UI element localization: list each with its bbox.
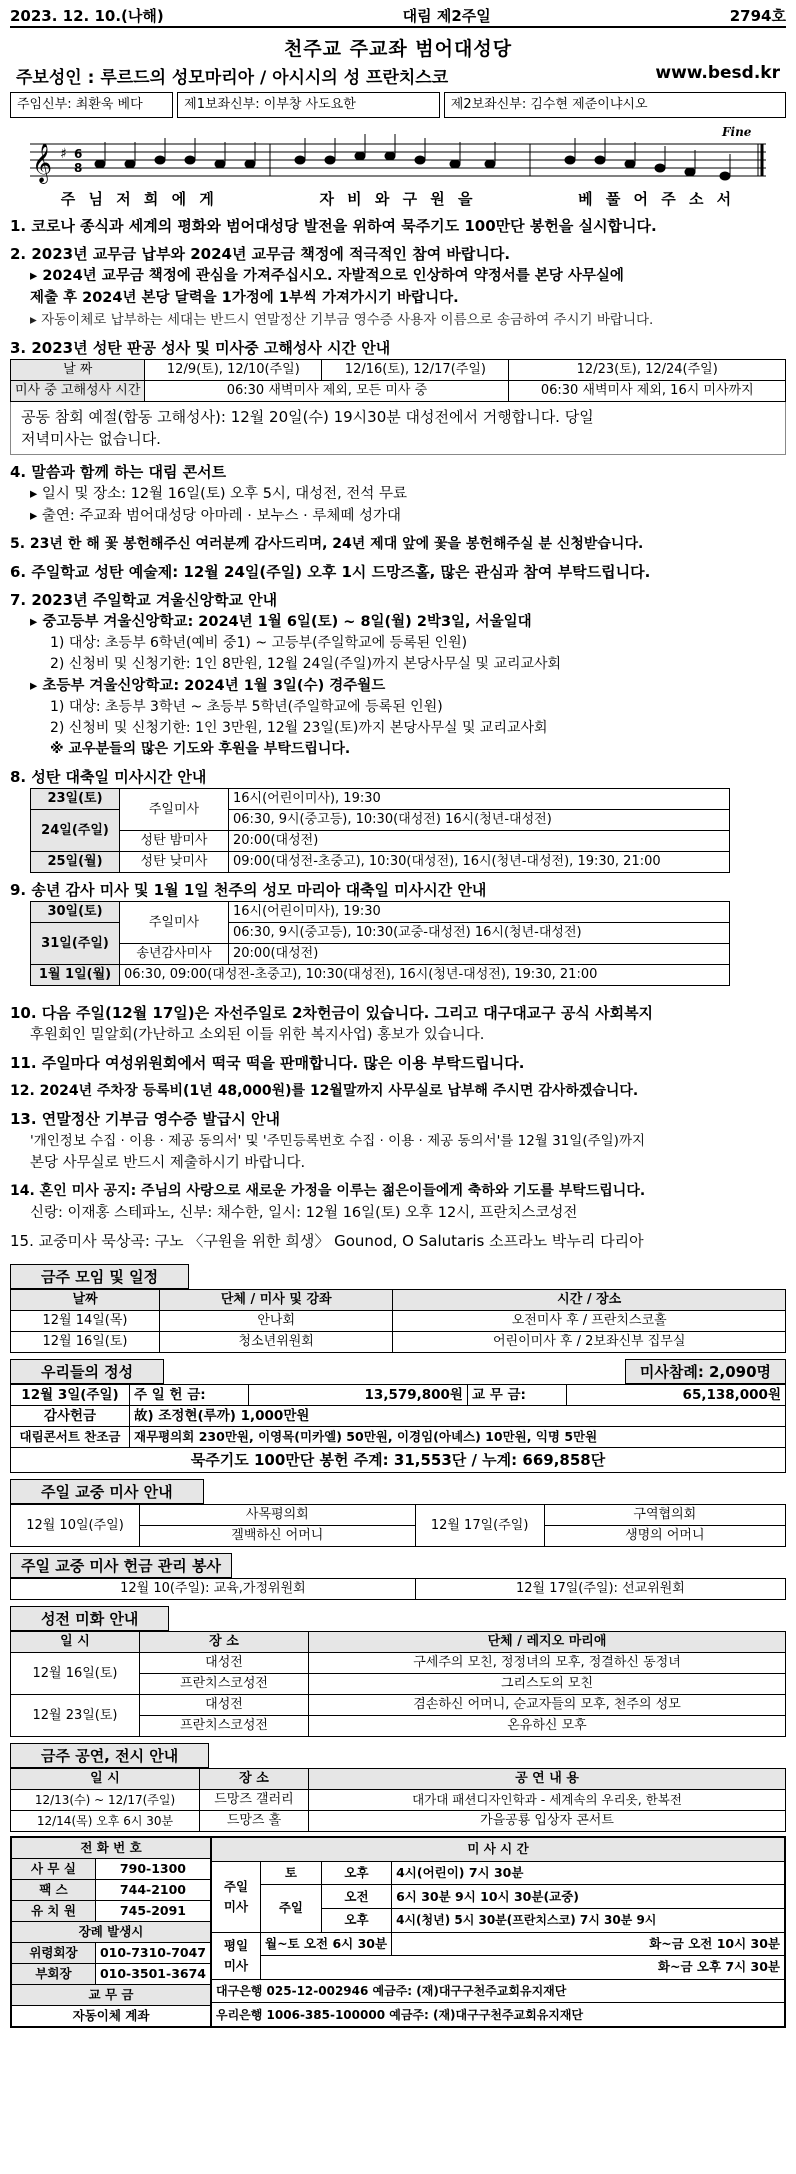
decoration-title: 성전 미화 안내 xyxy=(10,1606,169,1631)
notice-4-line-a: ▸ 일시 및 장소: 12월 16일(토) 오후 5시, 대성전, 전석 무료 xyxy=(30,486,408,502)
confession-table xyxy=(10,359,786,402)
meetings-row1-place: 오전미사 후 / 프란치스코홀 xyxy=(393,1311,786,1332)
exhibit-row1-date: 12/13(수) ~ 12/17(주일) xyxy=(11,1790,200,1811)
meetings-head-date: 날짜 xyxy=(11,1290,160,1311)
exhibit-row2-place: 드망즈 홀 xyxy=(200,1811,309,1832)
newyear-row4-date: 1월 1일(월) xyxy=(31,965,120,986)
meetings-head-group: 단체 / 미사 및 강좌 xyxy=(160,1290,393,1311)
notice-7-highschool: ▸ 중고등부 겨울신앙학교: 2024년 1월 6일(토) ~ 8일(월) 2박3일, 서울일대 xyxy=(30,614,532,630)
exhibit-row2-date: 12/14(목) 오후 6시 30분 xyxy=(11,1811,200,1832)
svg-text:𝄞: 𝄞 xyxy=(32,143,53,183)
rosary-count: 묵주기도 100만단 봉헌 주계: 31,553단 / 누계: 669,858단 xyxy=(11,1448,786,1473)
sat-label: 토 xyxy=(261,1861,322,1885)
sunday-offering-date: 12월 3일(주일) xyxy=(11,1385,130,1406)
meetings-table xyxy=(10,1289,786,1353)
pastor: 주임신부: 최환욱 베다 xyxy=(10,92,173,118)
decoration-row1-date: 12월 16일(토) xyxy=(11,1653,140,1695)
funeral-chair-label: 위령회장 xyxy=(12,1943,96,1964)
notice-15: 15. 교중미사 묵상곡: 구노 〈구원을 위한 희생〉 Gounod, O Salutaris 소프라노 박누리 다리아 xyxy=(10,1232,644,1250)
notice-4-title: 4. 말씀과 함께 하는 대림 콘서트 xyxy=(10,463,227,481)
funeral-vice-phone[interactable]: 010-3501-3674 xyxy=(95,1964,210,1985)
chant-lyrics xyxy=(10,188,786,209)
weekday-times-1: 월~토 오전 6시 30분 xyxy=(261,1932,392,1956)
decoration-row3-group: 겸손하신 어머니, 순교자들의 모후, 천주의 성모 xyxy=(309,1695,786,1716)
notice-2-line-a: ▸ 2024년 교무금 책정에 관심을 가져주십시오. 자발적으로 인상하여 약정서를 본당 사무실에 xyxy=(30,268,624,284)
meetings-row1-group: 안나회 xyxy=(160,1311,393,1332)
notice-10 xyxy=(10,1002,786,1046)
notice-9 xyxy=(10,879,786,986)
header-bar xyxy=(10,0,786,28)
decoration-row3-date: 12월 23일(토) xyxy=(11,1695,140,1737)
collection-week2: 12월 17일(주일): 선교위원회 xyxy=(415,1579,785,1600)
exhibit-head-place: 장 소 xyxy=(200,1769,309,1790)
notice-10-line2: 후원회인 밀알회(가난하고 소외된 이들 위한 복지사업) 홍보가 있습니다. xyxy=(30,1027,485,1043)
notice-7-elementary: ▸ 초등부 겨울신앙학교: 2024년 1월 3일(수) 경주월드 xyxy=(30,678,386,694)
footer xyxy=(10,1836,786,2028)
notice-7-elementary-target: 1) 대상: 초등부 3학년 ~ 초등부 5학년(주일학교에 등록된 인원) xyxy=(50,699,443,715)
mass-guide-group2: 구역협의회 xyxy=(544,1505,785,1526)
patron-saints: 주보성인 : 루르드의 성모마리아 / 아시시의 성 프란치스코 xyxy=(16,68,449,88)
offering-title: 우리들의 정성 xyxy=(10,1359,164,1384)
sat-pm-label: 오후 xyxy=(321,1861,391,1885)
penance-note xyxy=(10,402,786,455)
phone-table xyxy=(11,1837,211,2027)
sun-label: 주일 xyxy=(261,1885,322,1932)
notice-2 xyxy=(10,243,786,331)
priests-row xyxy=(10,92,786,118)
auto-transfer-label: 자동이체 계좌 xyxy=(12,2006,211,2027)
christmas-row2-date: 24일(주일) xyxy=(31,810,120,852)
newyear-mass-table xyxy=(30,901,730,986)
notice-4 xyxy=(10,461,786,527)
confession-head-week3: 12/23(토), 12/24(주일) xyxy=(509,360,786,381)
notice-13-title: 13. 연말정산 기부금 영수증 발급시 안내 xyxy=(10,1110,281,1128)
mass-guide-date1: 12월 10일(주일) xyxy=(11,1505,140,1547)
mass-guide-table xyxy=(10,1504,786,1547)
weekday-times-2: 화~금 오전 10시 30분 xyxy=(392,1932,785,1956)
christmas-row4-type: 성탄 낮미사 xyxy=(120,852,229,873)
funeral-vice-label: 부회장 xyxy=(12,1964,96,1985)
notice-10-line1: 10. 다음 주일(12월 17일)은 자선주일로 2차헌금이 있습니다. 그리고 대구대교구 공식 사회복지 xyxy=(10,1004,654,1022)
thanks-offering-value: 故) 조정현(루까) 1,000만원 xyxy=(130,1406,786,1427)
sat-times: 4시(어린이) 7시 30분 xyxy=(392,1861,785,1885)
website-link[interactable]: www.besd.kr xyxy=(655,63,780,83)
newyear-row3-type: 송년감사미사 xyxy=(120,944,229,965)
sun-pm-label: 오후 xyxy=(321,1908,391,1932)
christmas-row4-date: 25일(월) xyxy=(31,852,120,873)
collection-week1: 12월 10(주일): 교육,가정위원회 xyxy=(11,1579,416,1600)
concert-sponsor-value: 재무평의회 230만원, 이영목(미카엘) 50만원, 이경임(아녜스) 10만원, 익명 5만원 xyxy=(130,1427,786,1448)
bulletin-page xyxy=(10,0,786,2028)
collection-table xyxy=(10,1578,786,1600)
decoration-row4-group: 온유하신 모후 xyxy=(309,1716,786,1737)
newyear-row1-date: 30일(토) xyxy=(31,902,120,923)
notice-5: 5. 23년 한 해 꽃 봉헌해주신 여러분께 감사드리며, 24년 제대 앞에 꽃을 봉헌해주실 분 신청받습니다. xyxy=(10,536,644,552)
mass-guide-title: 주일 교중 미사 안내 xyxy=(10,1479,204,1504)
phone-kindergarten[interactable]: 745-2091 xyxy=(95,1901,210,1922)
fine-marker: Fine xyxy=(722,125,752,139)
newyear-row2-times: 06:30, 9시(중고등), 10:30(교중-대성전) 16시(청년-대성전) xyxy=(229,923,730,944)
sun-am-times: 6시 30분 9시 10시 30분(교중) xyxy=(392,1885,785,1909)
christmas-row3-times: 20:00(대성전) xyxy=(229,831,730,852)
newyear-row1-type: 주일미사 xyxy=(120,902,229,944)
exhibit-table xyxy=(10,1768,786,1832)
confession-head-date: 날 짜 xyxy=(11,360,145,381)
kyomu-amount: 65,138,000원 xyxy=(566,1385,785,1406)
notice-11: 11. 주일마다 여성위원회에서 떡국 떡을 판매합니다. 많은 이용 부탁드립니다. xyxy=(10,1054,525,1072)
notice-9-title: 9. 송년 감사 미사 및 1월 1일 천주의 성모 마리아 대축일 미사시간 안내 xyxy=(10,881,487,899)
meetings-row2-group: 청소년위원회 xyxy=(160,1332,393,1353)
phone-fax-label: 팩 스 xyxy=(12,1880,96,1901)
decoration-row1-group: 구세주의 모친, 정정녀의 모후, 정결하신 동정녀 xyxy=(309,1653,786,1674)
exhibit-head-content: 공 연 내 용 xyxy=(309,1769,786,1790)
christmas-row1-type: 주일미사 xyxy=(120,789,229,831)
sunday-offering-amount: 13,579,800원 xyxy=(249,1385,468,1406)
newyear-row4-times: 06:30, 09:00(대성전-초중고), 10:30(대성전), 16시(청년-대성전), 19:30, 21:00 xyxy=(120,965,730,986)
confession-row-weeks12: 06:30 새벽미사 제외, 모든 미사 중 xyxy=(145,381,509,402)
meetings-title: 금주 모임 및 일정 xyxy=(10,1264,189,1289)
notice-1: 1. 코로나 종식과 세계의 평화와 범어대성당 발전을 위하여 묵주기도 100만단 봉헌을 실시합니다. xyxy=(10,217,657,235)
notice-7-title: 7. 2023년 주일학교 겨울신앙학교 안내 xyxy=(10,591,278,609)
mass-guide-intent2: 생명의 어머니 xyxy=(544,1526,785,1547)
notice-8-title: 8. 성탄 대축일 미사시간 안내 xyxy=(10,768,207,786)
phone-office[interactable]: 790-1300 xyxy=(95,1859,210,1880)
notice-2-line-c: ▸ 자동이체로 납부하는 세대는 반드시 연말정산 기부금 영수증 사용자 이름으로 송금하여 주시기 바랍니다. xyxy=(30,312,654,328)
attendance-badge: 미사참례: 2,090명 xyxy=(625,1359,786,1384)
phone-kindergarten-label: 유 치 원 xyxy=(12,1901,96,1922)
assistant-priest-2: 제2보좌신부: 김수현 제준이냐시오 xyxy=(444,92,786,118)
kyomu-label: 교 무 금: xyxy=(467,1385,566,1406)
meetings-row2-place: 어린이미사 후 / 2보좌신부 집무실 xyxy=(393,1332,786,1353)
exhibit-row1-content: 대가대 패션디자인학과 - 세계속의 우리옷, 한복전 xyxy=(309,1790,786,1811)
concert-sponsor-label: 대림콘서트 찬조금 xyxy=(11,1427,130,1448)
chant-part-2: 자 비 와 구 원 을 xyxy=(319,190,477,208)
christmas-row4-times: 09:00(대성전-초중고), 10:30(대성전), 16시(청년-대성전), 19:30, 21:00 xyxy=(229,852,730,873)
notice-13 xyxy=(10,1108,786,1174)
sun-pm-times: 4시(청년) 5시 30분(프란치스코) 7시 30분 9시 xyxy=(392,1908,785,1932)
penance-note-line1: 공동 참회 예절(합동 고해성사): 12월 20일(수) 19시30분 대성전에서 거행합니다. 당일 xyxy=(21,408,594,426)
newyear-row1-times: 16시(어린이미사), 19:30 xyxy=(229,902,730,923)
issue-date: 2023. 12. 10.(나해) xyxy=(10,7,164,25)
bank-account-2: 우리은행 1006-385-100000 예금주: (재)대구구천주교회유지재단 xyxy=(212,2003,785,2027)
weekday-mass-label: 평일 미사 xyxy=(212,1932,261,1979)
decoration-head-date: 일 시 xyxy=(11,1632,140,1653)
offering-table xyxy=(10,1384,786,1473)
sun-am-label: 오전 xyxy=(321,1885,391,1909)
svg-text:8: 8 xyxy=(74,161,83,175)
meetings-row1-date: 12월 14일(목) xyxy=(11,1311,160,1332)
notice-13-line-a: '개인정보 수집 · 이용 · 제공 동의서' 및 '주민등록번호 수집 · 이용 · 제공 동의서'를 12월 31일(주일)까지 xyxy=(30,1133,646,1149)
penance-note-line2: 저녁미사는 없습니다. xyxy=(21,430,161,448)
church-name: 천주교 주교좌 범어대성당 xyxy=(283,38,513,60)
notice-14-line2: 신랑: 이재홍 스테파노, 신부: 채수한, 일시: 12월 16일(토) 오후 12시, 프란치스코성전 xyxy=(30,1205,578,1221)
notice-7 xyxy=(10,589,786,760)
meetings-head-place: 시간 / 장소 xyxy=(393,1290,786,1311)
notice-6: 6. 주일학교 성탄 예술제: 12월 24일(주일) 오후 1시 드망즈홀, 많은 관심과 참여 부탁드립니다. xyxy=(10,563,651,581)
notice-2-line-b: 제출 후 2024년 본당 달력을 1가정에 1부씩 가져가시기 바랍니다. xyxy=(30,290,459,306)
notice-14-line1: 14. 혼인 미사 공지: 주님의 사랑으로 새로운 가정을 이루는 젊은이들에게 축하와 기도를 부탁드립니다. xyxy=(10,1183,646,1199)
exhibit-title: 금주 공연, 전시 안내 xyxy=(10,1743,209,1768)
christmas-row2-times: 06:30, 9시(중고등), 10:30(대성전) 16시(청년-대성전) xyxy=(229,810,730,831)
newyear-row3-times: 20:00(대성전) xyxy=(229,944,730,965)
offering-header xyxy=(10,1353,786,1384)
weekday-times-3: 화~금 오후 7시 30분 xyxy=(261,1956,785,1980)
phone-fax[interactable]: 744-2100 xyxy=(95,1880,210,1901)
phone-office-label: 사 무 실 xyxy=(12,1859,96,1880)
mass-guide-date2: 12월 17일(주일) xyxy=(415,1505,544,1547)
music-notation xyxy=(10,124,786,184)
confession-head-week2: 12/16(토), 12/17(주일) xyxy=(322,360,509,381)
issue-number: 2794호 xyxy=(729,7,786,25)
confession-row-week3: 06:30 새벽미사 제외, 16시 미사까지 xyxy=(509,381,786,402)
sunday-offering-label: 주 일 헌 금: xyxy=(130,1385,249,1406)
decoration-head-group: 단체 / 레지오 마리애 xyxy=(309,1632,786,1653)
decoration-table xyxy=(10,1631,786,1737)
christmas-row3-type: 성탄 밤미사 xyxy=(120,831,229,852)
mass-guide-group1: 사목평의회 xyxy=(140,1505,416,1526)
confession-row-label: 미사 중 고해성사 시간 xyxy=(11,381,145,402)
chant-part-1: 주 님 저 희 에 게 xyxy=(60,190,218,208)
decoration-head-place: 장 소 xyxy=(140,1632,309,1653)
decoration-row2-place: 프란치스코성전 xyxy=(140,1674,309,1695)
notice-7-highschool-target: 1) 대상: 초등부 6학년(예비 중1) ~ 고등부(주일학교에 등록된 인원) xyxy=(50,635,468,651)
sunday-mass-label: 주일 미사 xyxy=(212,1861,261,1932)
chant-part-3: 베 풀 어 주 소 서 xyxy=(578,190,736,208)
liturgical-sunday: 대림 제2주일 xyxy=(402,7,491,25)
notice-8 xyxy=(10,766,786,873)
decoration-row3-place: 대성전 xyxy=(140,1695,309,1716)
kyomu-footer-label: 교 무 금 xyxy=(12,1985,211,2006)
funeral-label: 장례 발생시 xyxy=(12,1922,211,1943)
newyear-row2-date: 31일(주일) xyxy=(31,923,120,965)
meetings-row2-date: 12월 16일(토) xyxy=(11,1332,160,1353)
notice-7-elementary-fee: 2) 신청비 및 신청기한: 1인 3만원, 12월 23일(토)까지 본당사무실 및 교리교사회 xyxy=(50,720,548,736)
bank-account-1: 대구은행 025-12-002946 예금주: (재)대구구천주교회유지재단 xyxy=(212,1979,785,2003)
decoration-row2-group: 그리스도의 모친 xyxy=(309,1674,786,1695)
thanks-offering-label: 감사헌금 xyxy=(11,1406,130,1427)
svg-text:6: 6 xyxy=(74,147,83,161)
phone-title: 전 화 번 호 xyxy=(12,1838,211,1859)
assistant-priest-1: 제1보좌신부: 이부창 사도요한 xyxy=(177,92,440,118)
notice-3-title: 3. 2023년 성탄 판공 성사 및 미사중 고해성사 시간 안내 xyxy=(10,339,391,357)
svg-text:♯: ♯ xyxy=(60,146,67,162)
exhibit-head-date: 일 시 xyxy=(11,1769,200,1790)
mass-time-table xyxy=(211,1837,785,2027)
music-staff xyxy=(10,124,786,184)
notice-4-line-b: ▸ 출연: 주교좌 범어대성당 아마레 · 보누스 · 루체떼 성가대 xyxy=(30,508,402,524)
christmas-mass-table xyxy=(30,788,730,873)
church-subtitle xyxy=(10,63,786,88)
confession-head-week1: 12/9(토), 12/10(주일) xyxy=(145,360,322,381)
notice-2-title: 2. 2023년 교무금 납부와 2024년 교무금 책정에 적극적인 참여 바랍니다. xyxy=(10,245,511,263)
notice-12: 12. 2024년 주차장 등록비(1년 48,000원)를 12월말까지 사무실로 납부해 주시면 감사하겠습니다. xyxy=(10,1083,639,1099)
mass-guide-intent1: 겔백하신 어머니 xyxy=(140,1526,416,1547)
christmas-row1-times: 16시(어린이미사), 19:30 xyxy=(229,789,730,810)
exhibit-row1-place: 드망즈 갤러리 xyxy=(200,1790,309,1811)
notice-13-line-b: 본당 사무실로 반드시 제출하시기 바랍니다. xyxy=(30,1155,306,1171)
notice-14 xyxy=(10,1180,786,1224)
collection-title: 주일 교중 미사 헌금 관리 봉사 xyxy=(10,1553,232,1578)
exhibit-row2-content: 가을공룡 입상자 콘서트 xyxy=(309,1811,786,1832)
notice-3 xyxy=(10,337,786,455)
notice-7-request: ※ 교우분들의 많은 기도와 후원을 부탁드립니다. xyxy=(50,741,351,757)
christmas-row1-date: 23일(토) xyxy=(31,789,120,810)
funeral-chair-phone[interactable]: 010-7310-7047 xyxy=(95,1943,210,1964)
decoration-row1-place: 대성전 xyxy=(140,1653,309,1674)
notice-7-highschool-fee: 2) 신청비 및 신청기한: 1인 8만원, 12월 24일(주일)까지 본당사무실 및 교리교사회 xyxy=(50,656,562,672)
decoration-row4-place: 프란치스코성전 xyxy=(140,1716,309,1737)
mass-time-title: 미 사 시 간 xyxy=(212,1838,785,1862)
